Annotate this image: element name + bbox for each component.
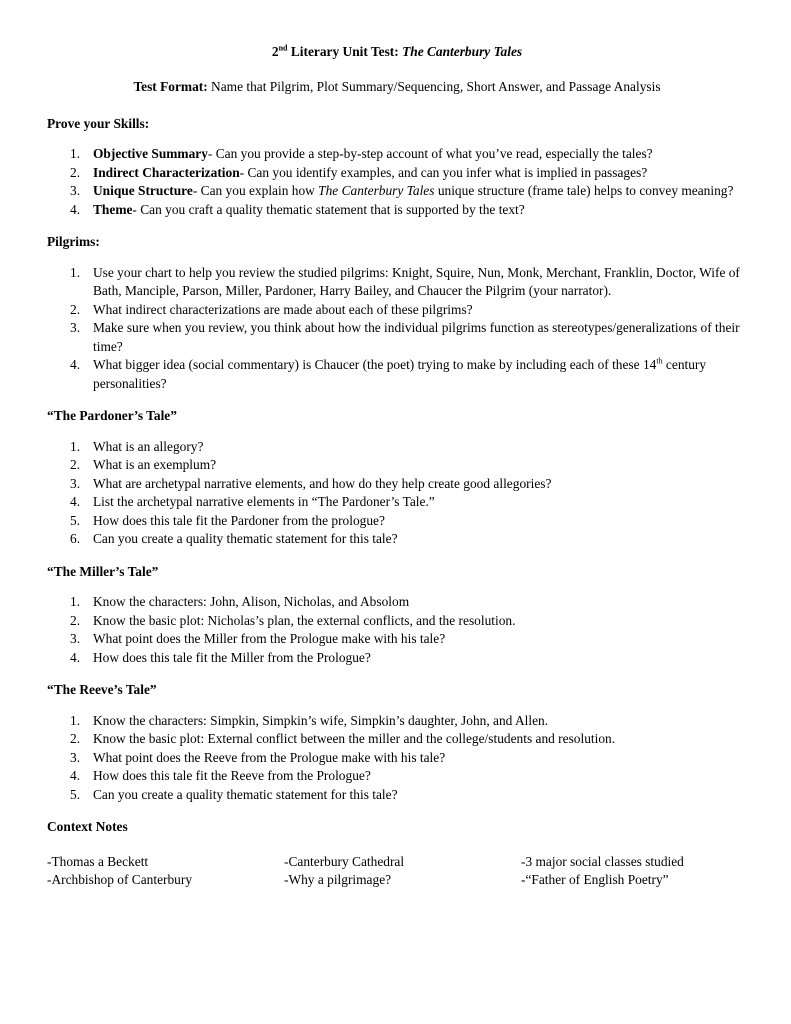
context-column-2 bbox=[284, 853, 521, 890]
list-item: 2. Know the basic plot: Nicholas’s plan, the external conflicts, and the resolution. bbox=[70, 612, 516, 628]
list-item: 4. How does this tale fit the Reeve from the Prologue? bbox=[70, 768, 371, 783]
document-title bbox=[47, 43, 747, 63]
title-ordinal-suffix: nd bbox=[278, 43, 288, 53]
list-item: 5. How does this tale fit the Pardoner from the prologue? bbox=[70, 512, 385, 528]
context-column-3 bbox=[521, 853, 747, 890]
pardoner-list bbox=[47, 438, 747, 549]
list-item: 1. Know the characters: Simpkin, Simpkin’s wife, Simpkin’s daughter, John, and Allen. bbox=[70, 712, 549, 728]
test-format-line bbox=[47, 78, 747, 97]
list-item: 5. Can you create a quality thematic statement for this tale? bbox=[70, 786, 398, 802]
document-page bbox=[47, 43, 747, 890]
title-number: 2 bbox=[271, 44, 279, 59]
context-note: -Thomas a Beckett bbox=[47, 853, 149, 869]
title-work-name: The Canterbury Tales bbox=[402, 44, 523, 59]
test-format-label: Test Format: bbox=[133, 79, 208, 94]
context-notes-grid bbox=[47, 853, 747, 890]
pilgrims-list bbox=[47, 264, 747, 394]
list-item: 1. Know the characters: John, Alison, Nicholas, and Absolom bbox=[70, 594, 410, 609]
list-item: 2. What is an exemplum? bbox=[70, 457, 217, 472]
test-format-text: Name that Pilgrim, Plot Summary/Sequencing, Short Answer, and Passage Analysis bbox=[207, 79, 661, 94]
miller-list bbox=[47, 593, 747, 667]
list-item: 3. What are archetypal narrative elements, and how do they help create good allegories? bbox=[70, 475, 552, 491]
list-item: 3. Make sure when you review, you think about how the individual pilgrims function as stereotypes/generalizations of their time? bbox=[70, 320, 740, 354]
title-text: Literary Unit Test: bbox=[287, 44, 403, 59]
context-note: -Archbishop of Canterbury bbox=[47, 872, 193, 887]
list-item: 4. What bigger idea (social commentary) is Chaucer (the poet) trying to make by including each of these 14th century personalities? bbox=[70, 356, 707, 391]
pardoner-heading: “The Pardoner’s Tale” bbox=[47, 408, 177, 423]
list-item: 3. What point does the Reeve from the Prologue make with his tale? bbox=[70, 749, 446, 765]
context-note: -“Father of English Poetry” bbox=[521, 872, 669, 887]
list-item: 1. Objective Summary- Can you provide a step-by-step account of what you’ve read, especially the tales? bbox=[70, 146, 653, 161]
reeve-heading: “The Reeve’s Tale” bbox=[47, 682, 157, 697]
miller-heading: “The Miller’s Tale” bbox=[47, 563, 159, 579]
list-item: 2. Indirect Characterization- Can you identify examples, and can you infer what is implied in passages? bbox=[70, 164, 648, 180]
list-item: 4. How does this tale fit the Miller from the Prologue? bbox=[70, 649, 371, 665]
skills-list bbox=[47, 145, 747, 219]
list-item: 2. What indirect characterizations are made about each of these pilgrims? bbox=[70, 301, 473, 317]
context-column-1 bbox=[47, 853, 284, 890]
list-item: 3. What point does the Miller from the Prologue make with his tale? bbox=[70, 631, 446, 646]
list-item: 1. What is an allegory? bbox=[70, 438, 204, 454]
skills-heading: Prove your Skills: bbox=[47, 115, 150, 131]
list-item: 6. Can you create a quality thematic statement for this tale? bbox=[70, 531, 398, 546]
pilgrims-heading: Pilgrims: bbox=[47, 234, 100, 249]
context-heading: Context Notes bbox=[47, 819, 128, 834]
context-note: -3 major social classes studied bbox=[521, 853, 684, 869]
list-item: 4. List the archetypal narrative elements in “The Pardoner’s Tale.” bbox=[70, 494, 435, 509]
context-note: -Canterbury Cathedral bbox=[284, 853, 405, 869]
reeve-list bbox=[47, 712, 747, 805]
list-item: 4. Theme- Can you craft a quality thematic statement that is supported by the text? bbox=[70, 201, 525, 217]
list-item: 2. Know the basic plot: External conflict between the miller and the college/students and resolution. bbox=[70, 731, 616, 746]
context-note: -Why a pilgrimage? bbox=[284, 872, 392, 887]
list-item: 1. Use your chart to help you review the studied pilgrims: Knight, Squire, Nun, Monk, Merchant, Franklin, Doctor, Wife of Bath, Manciple, Parson, Miller, Pardoner, Harry Bailey, and Chaucer the Pilgrim (your narrator). bbox=[70, 264, 740, 298]
list-item: 3. Unique Structure- Can you explain how The Canterbury Tales unique structure (frame tale) helps to convey meaning? bbox=[70, 183, 734, 198]
